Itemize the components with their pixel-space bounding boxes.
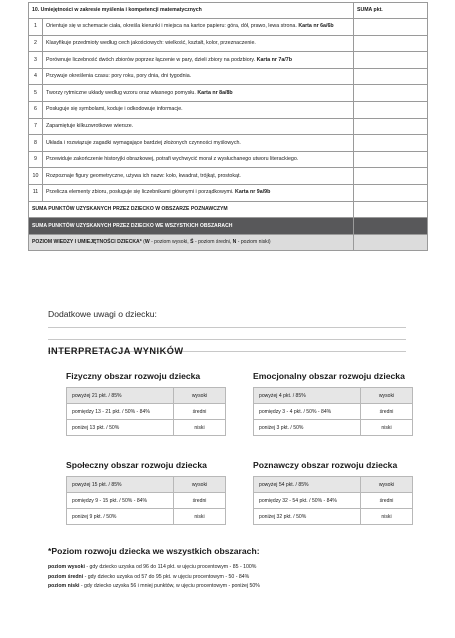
row-number: 8: [29, 135, 43, 152]
area-title: Poznawczy obszar rozwoju dziecka: [253, 460, 398, 470]
note-line[interactable]: [48, 327, 406, 328]
score-range-row: [254, 404, 413, 420]
score-range-row: [67, 404, 226, 420]
knowledge-level-title: POZIOM WIEDZY I UMIEJĘTNOŚCI DZIECKA*: [32, 239, 142, 246]
row-number: 4: [29, 68, 43, 85]
skill-description: [43, 101, 354, 118]
skill-description: [43, 52, 354, 69]
table-row: [29, 101, 428, 118]
skill-description: [43, 118, 354, 135]
level-label: średni: [174, 493, 226, 509]
score-range-row: [67, 420, 226, 436]
score-range: powyżej 54 pkt. / 85%: [254, 477, 361, 493]
row-number: 10: [29, 168, 43, 185]
score-range: poniżej 32 pkt. / 50%: [254, 509, 361, 525]
row-number: 11: [29, 184, 43, 201]
skill-text: Przywuje określenia czasu: pory roku, pory dnia, dni tygodnia.: [46, 73, 192, 80]
score-cell[interactable]: [354, 118, 428, 135]
card-reference: Karta nr 7a/7b: [256, 56, 292, 63]
notes-label: Dodatkowe uwagi o dziecku:: [48, 309, 157, 319]
row-number: 1: [29, 19, 43, 36]
row-number: 2: [29, 35, 43, 52]
score-cell[interactable]: [354, 52, 428, 69]
score-range-row: [254, 477, 413, 493]
table-row: [29, 135, 428, 152]
score-range: pomiędzy 9 - 15 pkt. / 50% - 84%: [67, 493, 174, 509]
knowledge-level-label: [29, 234, 354, 251]
skill-text: Porównuje liczebność dwóch zbiorów poprzez łączenie w pary, dzieli zbiory na podzbiory.: [46, 56, 256, 63]
level-description: - gdy dziecko uzyska 56 i mniej punktów, w ujęciu procentowym - poniżej 50%: [79, 583, 260, 590]
skills-table: [28, 2, 428, 251]
table-row: [29, 151, 428, 168]
score-cell[interactable]: [354, 101, 428, 118]
score-range-row: [254, 509, 413, 525]
table-row: [29, 168, 428, 185]
skill-text: Rozpoznaje figury geometryczne, używa ich nazw: koło, kwadrat, trójkąt, prostokąt.: [46, 172, 241, 179]
skill-text: Tworzy rytmiczne układy według wzoru oraz własnego pomysłu.: [46, 89, 196, 96]
score-cell[interactable]: [354, 135, 428, 152]
knowledge-level-legend: (W - poziom wysoki, Ś - poziom średni, N - poziom niski): [143, 239, 271, 246]
score-cell[interactable]: [354, 19, 428, 36]
skill-description: [43, 35, 354, 52]
score-cell[interactable]: [354, 68, 428, 85]
score-range: powyżej 15 pkt. / 85%: [67, 477, 174, 493]
score-range-row: [67, 388, 226, 404]
score-cell[interactable]: [354, 184, 428, 201]
skill-text: Posługuje się symbolami, koduje i odkodowuje informacje.: [46, 106, 183, 113]
level-label: niski: [361, 509, 413, 525]
skill-description: [43, 184, 354, 201]
card-reference: Karta nr 9a/9b: [235, 189, 271, 196]
skill-description: [43, 85, 354, 102]
card-reference: Karta nr 8a/8b: [197, 89, 233, 96]
score-range: pomiędzy 13 - 21 pkt. / 50% - 84%: [67, 404, 174, 420]
row-number: 3: [29, 52, 43, 69]
level-label: wysoki: [174, 477, 226, 493]
score-range: powyżej 21 pkt. / 85%: [67, 388, 174, 404]
footnote-line: [48, 573, 260, 583]
skill-text: Przewiduje zakończenie historyjki obrazkowej, potrafi wychwycić morał z wysłuchanego utworu literackiego.: [46, 156, 299, 163]
skill-description: [43, 19, 354, 36]
score-range-table: [66, 387, 226, 436]
skill-description: [43, 135, 354, 152]
score-range-row: [254, 493, 413, 509]
all-areas-sum-label: SUMA PUNKTÓW UZYSKANYCH PRZEZ DZIECKO WE WSZYSTKICH OBSZARACH: [29, 218, 354, 235]
area-sum-label: SUMA PUNKTÓW UZYSKANYCH PRZEZ DZIECKO W OBSZARZE POZNAWCZYM: [29, 201, 354, 218]
section-number: 10.: [32, 7, 40, 14]
score-range: poniżej 13 pkt. / 50%: [67, 420, 174, 436]
card-reference: Karta nr 6a/6b: [298, 23, 334, 30]
row-number: 5: [29, 85, 43, 102]
level-label: średni: [174, 404, 226, 420]
skill-description: [43, 68, 354, 85]
level-label: niski: [361, 420, 413, 436]
score-range: pomiędzy 3 - 4 pkt. / 50% - 84%: [254, 404, 361, 420]
interpretation-title: INTERPRETACJA WYNIKÓW: [48, 346, 184, 356]
section-title: [29, 3, 354, 19]
score-range: pomiędzy 32 - 54 pkt. / 50% - 84%: [254, 493, 361, 509]
footnote-title: *Poziom rozwoju dziecka we wszystkich obszarach:: [48, 546, 260, 556]
level-description: - gdy dziecko uzyska od 96 do 114 pkt. w ujęciu procentowym - 85 - 100%: [84, 564, 257, 570]
area-title: Emocjonalny obszar rozwoju dziecka: [253, 371, 405, 381]
level-description: - gdy dziecko uzyska od 57 do 95 pkt. w ujęciu procentowym - 50 - 84%: [83, 573, 250, 580]
level-name: poziom niski: [48, 583, 80, 590]
score-cell[interactable]: [354, 35, 428, 52]
table-header-row: [29, 3, 428, 19]
table-row: [29, 35, 428, 52]
score-range-table: [253, 476, 413, 525]
table-row: [29, 184, 428, 201]
score-range-table: [66, 476, 226, 525]
table-row: [29, 68, 428, 85]
level-label: średni: [361, 404, 413, 420]
table-row: [29, 85, 428, 102]
area-social: [66, 460, 226, 525]
skill-text: Układa i rozwiązuje zagadki wymagające bardziej złożonych czynności myślowych.: [46, 139, 241, 146]
footnote-line: [48, 563, 260, 573]
sum-column-header: SUMA pkt.: [354, 3, 428, 19]
level-label: wysoki: [174, 388, 226, 404]
score-range-row: [67, 493, 226, 509]
score-range: poniżej 3 pkt. / 50%: [254, 420, 361, 436]
score-cell[interactable]: [354, 151, 428, 168]
level-name: poziom wysoki: [48, 564, 85, 570]
row-number: 7: [29, 118, 43, 135]
area-sum-score-cell[interactable]: [354, 201, 428, 218]
skill-text: Przelicza elementy zbioru, posługuje się liczebnikami głównymi i porządkowymi.: [46, 189, 234, 196]
row-number: 6: [29, 101, 43, 118]
skill-text: Orientuje się w schemacie ciała, określa kierunki i miejsca na kartce papieru: góra, dół, prawo, lewa strona.: [46, 23, 297, 30]
area-title: Fizyczny obszar rozwoju dziecka: [66, 371, 201, 381]
note-line[interactable]: [48, 339, 406, 340]
score-range-table: [253, 387, 413, 436]
row-number: 9: [29, 151, 43, 168]
skill-text: Zapamiętuje kilkuzwrotkowe wiersze.: [46, 123, 134, 130]
footnote-line: [48, 582, 260, 592]
score-range: poniżej 9 pkt. / 50%: [67, 509, 174, 525]
score-cell[interactable]: [354, 168, 428, 185]
all-areas-sum-score-cell[interactable]: [354, 218, 428, 235]
score-range-row: [67, 477, 226, 493]
knowledge-level-cell[interactable]: [354, 234, 428, 251]
area-title: Społeczny obszar rozwoju dziecka: [66, 460, 207, 470]
level-label: niski: [174, 420, 226, 436]
skill-text: Klasyfikuje przedmioty według cech jakościowych: wielkość, kształt, kolor, przeznaczenie.: [46, 40, 256, 47]
table-row: [29, 118, 428, 135]
table-row: [29, 19, 428, 36]
skill-description: [43, 168, 354, 185]
area-physical: [66, 371, 226, 436]
level-label: wysoki: [361, 477, 413, 493]
level-label: niski: [174, 509, 226, 525]
area-sum-row: [29, 201, 428, 218]
score-range-row: [254, 388, 413, 404]
footnote-lines: [48, 563, 260, 592]
score-cell[interactable]: [354, 85, 428, 102]
level-label: średni: [361, 493, 413, 509]
score-range: powyżej 4 pkt. / 85%: [254, 388, 361, 404]
area-emotional: [253, 371, 413, 436]
all-areas-sum-row: [29, 218, 428, 235]
table-row: [29, 52, 428, 69]
score-range-row: [67, 509, 226, 525]
skill-description: [43, 151, 354, 168]
section-title-text: Umiejętności w zakresie myślenia i kompetencji matematycznych: [40, 7, 202, 14]
area-cognitive: [253, 460, 413, 525]
knowledge-level-row: [29, 234, 428, 251]
level-name: poziom średni: [48, 573, 84, 580]
score-range-row: [254, 420, 413, 436]
level-label: wysoki: [361, 388, 413, 404]
